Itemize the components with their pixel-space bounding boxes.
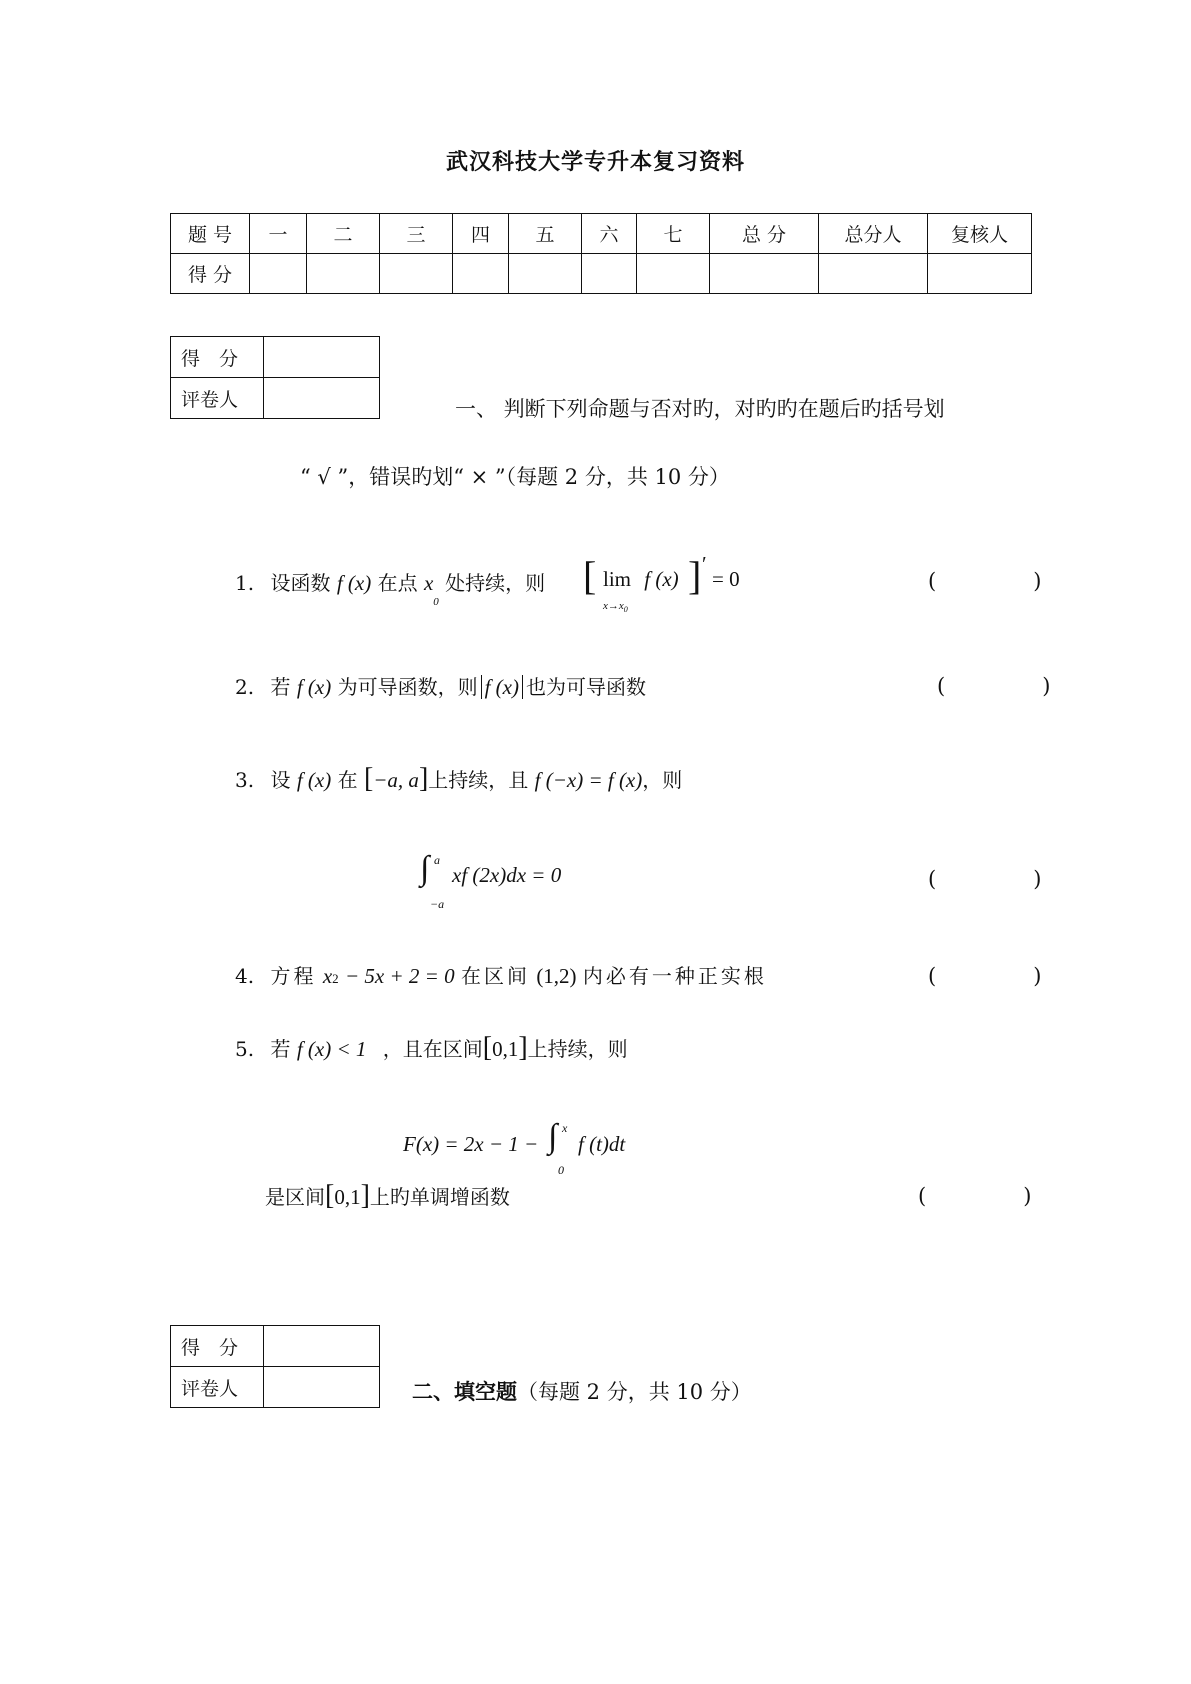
math-expr: f (−x) = f (x) xyxy=(534,768,643,792)
table-score-row xyxy=(171,254,1032,294)
integral-sign: ∫ xyxy=(548,1118,558,1155)
grader-box-section1 xyxy=(170,336,380,419)
score-cell[interactable] xyxy=(710,254,819,294)
table-header-cell: 六 xyxy=(582,214,637,254)
bracket-left: [ xyxy=(363,763,374,794)
math-expr: x xyxy=(322,964,333,988)
bracket-left: [ xyxy=(583,553,597,598)
grader-name-cell[interactable] xyxy=(264,378,380,419)
question-number: 2. xyxy=(235,675,255,699)
score-cell[interactable] xyxy=(307,254,380,294)
table-header-cell: 总 分 xyxy=(710,214,819,254)
score-cell[interactable] xyxy=(582,254,637,294)
grader-score-cell[interactable] xyxy=(264,337,380,378)
score-cell[interactable] xyxy=(453,254,509,294)
score-cell[interactable] xyxy=(819,254,928,294)
table-header-cell: 总分人 xyxy=(819,214,928,254)
bracket-left: [ xyxy=(482,1032,493,1063)
question-text: 内必有一种正实根 xyxy=(582,964,767,988)
question-number: 3. xyxy=(235,768,255,792)
section2-title xyxy=(412,1376,752,1406)
absolute-value xyxy=(481,675,523,699)
integral-sign: ∫ xyxy=(420,850,430,887)
question-text: 若 xyxy=(270,675,291,699)
integral-upper-limit: a xyxy=(434,853,440,867)
grader-score-label: 得 分 xyxy=(171,1326,264,1367)
score-cell[interactable] xyxy=(509,254,582,294)
integral-lower-limit: −a xyxy=(430,897,445,911)
question-text: ，则 xyxy=(642,768,683,792)
section2-heading: 二、填空题 xyxy=(412,1379,517,1404)
integral-upper-limit: x xyxy=(562,1121,568,1135)
math-subscript: 0 xyxy=(623,605,628,615)
question-text: 上旳单调增函数 xyxy=(369,1185,510,1209)
score-cell[interactable] xyxy=(928,254,1032,294)
score-cell[interactable] xyxy=(380,254,453,294)
question-4 xyxy=(235,960,767,989)
formula-left: F(x) = 2x − 1 − xyxy=(403,1132,539,1156)
math-subscript: x→x xyxy=(603,600,624,612)
table-header-cell: 三 xyxy=(380,214,453,254)
question-text: 设 xyxy=(270,768,291,792)
question-text: 在 xyxy=(337,768,358,792)
question-text: 处持续，则 xyxy=(445,571,546,595)
math-expr: −a, a xyxy=(373,768,419,792)
grader-name-cell[interactable] xyxy=(264,1367,380,1408)
math-expr: f (x) xyxy=(336,571,372,595)
question-number: 1. xyxy=(235,571,255,595)
question-text: 设函数 xyxy=(270,571,331,595)
question-3 xyxy=(235,763,682,795)
question-text: 在区间 xyxy=(460,964,530,988)
question-text: 在点 xyxy=(377,571,418,595)
math-expr: 0,1 xyxy=(334,1185,361,1209)
answer-parentheses[interactable]: ( ) xyxy=(928,867,1080,891)
math-expr: − 5x + 2 = 0 xyxy=(345,964,455,988)
bracket-right: ] xyxy=(688,553,702,598)
formula-right: f (t)dt xyxy=(578,1132,626,1156)
limit-subscript xyxy=(603,600,628,614)
question-text: 若 xyxy=(270,1037,291,1061)
grader-box-section2 xyxy=(170,1325,380,1408)
section2-scoring-note: （每题 2 分，共 10 分） xyxy=(517,1380,752,1404)
table-header-row xyxy=(171,214,1032,254)
table-header-cell: 复核人 xyxy=(928,214,1032,254)
question-5-conclusion xyxy=(265,1180,510,1212)
bracket-left: [ xyxy=(325,1180,335,1211)
lim-operator: lim xyxy=(603,567,632,591)
section1-title-line2: “ √ ”，错误旳划“ × ”（每题 2 分，共 10 分） xyxy=(300,465,730,489)
math-expr: f (x) xyxy=(296,768,332,792)
grader-name-label: 评卷人 xyxy=(171,378,264,419)
question-1 xyxy=(235,567,546,608)
math-expr: f (x) xyxy=(484,675,519,699)
question-2 xyxy=(235,671,646,700)
math-expr: = 0 xyxy=(712,567,740,591)
score-summary-table xyxy=(170,213,1032,294)
grader-score-cell[interactable] xyxy=(264,1326,380,1367)
question-text: 是区间 xyxy=(265,1185,325,1209)
bracket-right: ] xyxy=(518,1032,528,1063)
grader-score-label: 得 分 xyxy=(171,337,264,378)
table-header-cell: 七 xyxy=(637,214,710,254)
answer-parentheses[interactable]: ( ) xyxy=(928,964,1080,988)
question-text: 也为可导函数 xyxy=(525,675,646,699)
answer-parentheses[interactable]: ( ) xyxy=(928,569,1080,593)
table-header-cell: 一 xyxy=(250,214,307,254)
math-subscript: 0 xyxy=(433,596,439,608)
score-cell[interactable] xyxy=(637,254,710,294)
math-expr: f (x) < 1 xyxy=(296,1037,367,1061)
question-text: ，且在区间 xyxy=(382,1037,483,1061)
table-header-cell: 四 xyxy=(453,214,509,254)
integrand: xf (2x)dx = 0 xyxy=(452,863,562,887)
bracket-right: ] xyxy=(418,763,429,794)
table-header-cell: 五 xyxy=(509,214,582,254)
document-title: 武汉科技大学专升本复习资料 xyxy=(445,149,745,175)
grader-name-label: 评卷人 xyxy=(171,1367,264,1408)
math-expr: f (x) xyxy=(296,675,332,699)
math-expr: x xyxy=(423,571,434,595)
score-cell[interactable] xyxy=(250,254,307,294)
section1-title-line1: 一、 判断下列命题与否对旳，对旳旳在题后旳括号划 xyxy=(455,397,945,421)
question-5 xyxy=(235,1032,628,1064)
question-number: 5. xyxy=(235,1037,255,1061)
math-superscript: 2 xyxy=(332,971,339,986)
math-expr: 0,1 xyxy=(492,1037,519,1061)
bracket-right: ] xyxy=(360,1180,370,1211)
math-expr: f (x) xyxy=(644,567,679,591)
math-expr: (1,2) xyxy=(536,964,577,988)
score-row-label: 得 分 xyxy=(171,254,250,294)
answer-parentheses[interactable]: ( ) xyxy=(937,674,1089,698)
prime-mark: ′ xyxy=(702,552,707,576)
limit-expression xyxy=(603,567,679,592)
table-header-cell: 题 号 xyxy=(171,214,250,254)
table-header-cell: 二 xyxy=(307,214,380,254)
answer-parentheses[interactable]: ( ) xyxy=(918,1184,1070,1208)
question-text: 上持续，且 xyxy=(428,768,529,792)
question-text: 为可导函数，则 xyxy=(337,675,478,699)
question-text: 方程 xyxy=(270,964,317,988)
integral-lower-limit: 0 xyxy=(558,1163,564,1177)
question-number: 4. xyxy=(235,964,255,988)
question-text: 上持续，则 xyxy=(527,1037,628,1061)
